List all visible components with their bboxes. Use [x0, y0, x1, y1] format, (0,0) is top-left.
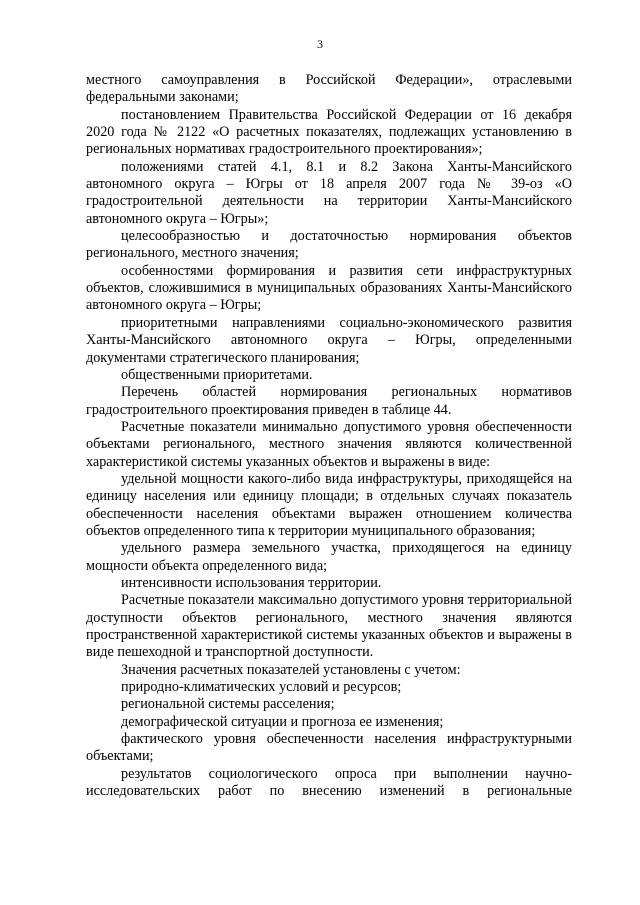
paragraph-9: Расчетные показатели минимально допустимого уровня обеспеченности объектами регионального, местного значения являются количественной характеристикой системы указанных объектов и выражены в виде: [86, 418, 572, 470]
paragraph-2: постановлением Правительства Российской Федерации от 16 декабря 2020 года № 2122 «О расчетных показателях, подлежащих установлению в региональных нормативах градостроительного проектирования»; [86, 106, 572, 158]
paragraph-14: Значения расчетных показателей установлены с учетом: [121, 661, 461, 678]
paragraph-1: местного самоуправления в Российской Федерации», отраслевыми федеральными законами; [86, 72, 572, 106]
paragraph-10: удельной мощности какого-либо вида инфраструктуры, приходящейся на единицу населения или единицу площади; в отдельных случаях показатель обеспеченности населения объектами выражен отношением количества объектов определенного типа к территории муниципального образования; [86, 470, 572, 539]
paragraph-7: общественными приоритетами. [121, 366, 313, 383]
page-number: 3 [317, 37, 323, 51]
document-body [86, 72, 572, 800]
paragraph-4: целесообразностью и достаточностью нормирования объектов регионального, местного значения; [86, 228, 572, 262]
paragraph-6: приоритетными направлениями социально-экономического развития Ханты-Мансийского автономного округа – Югры, определенными документами стратегического планирования; [86, 314, 572, 366]
paragraph-12: интенсивности использования территории. [121, 574, 382, 591]
paragraph-3: положениями статей 4.1, 8.1 и 8.2 Закона Ханты-Мансийского автономного округа – Югры от 18 апреля 2007 года № 39-оз «О градостроительной деятельности на территории Ханты-Мансийского автономного округа – Югры»; [86, 158, 572, 227]
paragraph-13: Расчетные показатели максимально допустимого уровня территориальной доступности объектов регионального, местного значения являются пространственной характеристикой системы указанных объектов и выражены в виде пешеходной и транспортной доступности. [86, 592, 572, 661]
paragraph-15: природно-климатических условий и ресурсов; [121, 679, 402, 696]
paragraph-8: Перечень областей нормирования региональных нормативов градостроительного проектирования приведен в таблице 44. [86, 384, 572, 418]
paragraph-18: фактического уровня обеспеченности населения инфраструктурными объектами; [86, 731, 572, 765]
paragraph-19: результатов социологического опроса при выполнении научно-исследовательских работ по внесению изменений в региональные [86, 765, 572, 800]
paragraph-17: демографической ситуации и прогноза ее изменения; [121, 713, 444, 730]
paragraph-16: региональной системы расселения; [121, 696, 335, 713]
paragraph-11: удельного размера земельного участка, приходящегося на единицу мощности объекта определенного вида; [86, 540, 572, 574]
paragraph-5: особенностями формирования и развития сети инфраструктурных объектов, сложившимися в муниципальных образованиях Ханты-Мансийского автономного округа – Югры; [86, 262, 572, 314]
